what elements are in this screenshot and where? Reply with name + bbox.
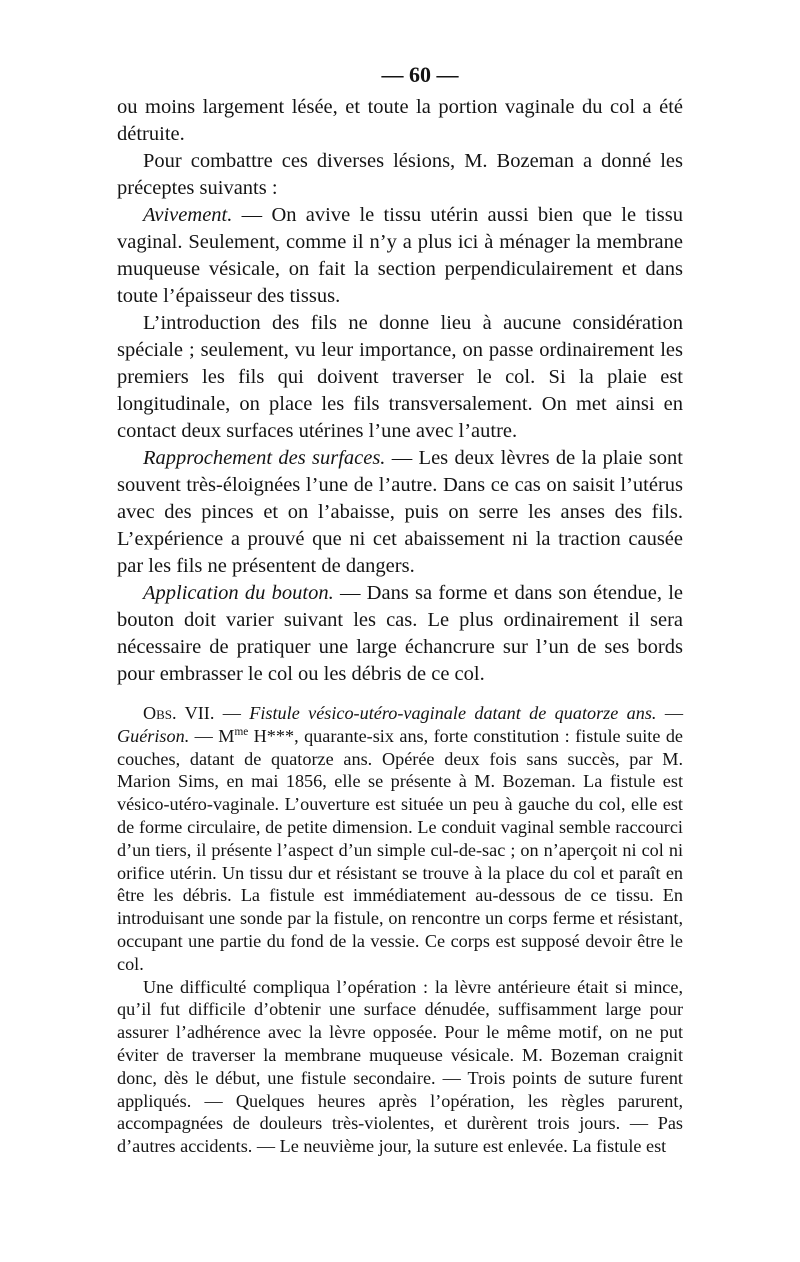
observation-dash-3: — [189, 725, 219, 746]
observation-label: Obs. VII. [143, 703, 215, 723]
book-page [117, 60, 683, 1158]
paragraph-introduction-fils: L’introduction des fils ne donne lieu à aucune considération spéciale ; seulement, vu leur importance, on passe ordinairement les premiers les fils qui doivent traverser le col. Si la plaie est longitudinale, on place les fils transversalement. On met ainsi en contact deux surfaces utérines l’une avec l’autre. [117, 312, 683, 442]
patient-prefix: M [218, 725, 235, 746]
paragraph-continuation: ou moins largement lésée, et toute la portion vaginale du col a été détruite. [117, 96, 683, 145]
heading-avivement: Avivement. [143, 204, 233, 226]
paragraph-avivement [117, 202, 683, 310]
paragraph-rapprochement [117, 445, 683, 580]
observation-result: Guérison. [117, 725, 190, 746]
patient-name: H*** [248, 725, 295, 746]
observation-dash-1: — [214, 703, 250, 723]
section-gap [117, 688, 683, 702]
heading-application-bouton: Application du bouton. [143, 582, 334, 604]
observation-dash-2: — [656, 703, 684, 723]
observation-paragraph [117, 702, 683, 976]
page-number: — 60 — [381, 62, 459, 87]
paragraph-application-bouton [117, 580, 683, 688]
text-rapprochement: — Les deux lèvres de la plaie sont souvent très-éloignées l’une de l’autre. Dans ce cas on saisit l’utérus avec des pinces et on l’abaisse, puis on serre les anses des fils. L’expérience a prouvé que ni cet abaissement ni la traction causée par les fils ne présentent de dangers. [117, 447, 683, 577]
text-application-bouton: — Dans sa forme et dans son étendue, le bouton doit varier suivant les cas. Le plus ordinairement il sera nécessaire de pratiquer une large échancrure sur l’un de ses bords pour embrasser le col ou les débris de ce col. [117, 582, 683, 685]
observation-body-1: , quarante-six ans, forte constitution : fistule suite de couches, datant de quatorze ans. Opérée deux fois sans succès, par M. Marion Sims, en mai 1856, elle se présente à M. Bozeman. La fistule est vésico-utéro-vaginale. L’ouverture est située un peu à gauche du col, elle est de forme circulaire, de petite dimension. Le conduit vaginal semble raccourci d’un tiers, il présente l’aspect d’un simple cul-de-sac ; on n’aperçoit ni col ni orifice utérin. Un tissu dur et résistant se trouve à la place du col et paraît en être les débris. La fistule est immédiatement au-dessous de ce tissu. En introduisant une sonde par la fistule, on rencontre un corps ferme et résistant, occupant une partie du fond de la vessie. Ce corps est supposé devoir être le col. [117, 725, 683, 974]
paragraph-precepts-intro: Pour combattre ces diverses lésions, M. Bozeman a donné les préceptes suivants : [117, 150, 683, 199]
text-avivement: — On avive le tissu utérin aussi bien que le tissu vaginal. Seulement, comme il n’y a plus ici à ménager la membrane muqueuse vésicale, on fait la section perpendiculairement et dans toute l’épaisseur des tissus. [117, 204, 683, 307]
observation-title: Fistule vésico-utéro-vaginale datant de quatorze ans. [249, 703, 657, 723]
patient-prefix-superscript: me [234, 725, 249, 738]
observation-paragraph-2: Une difficulté compliqua l’opération : la lèvre antérieure était si mince, qu’il fut difficile d’obtenir une surface dénudée, suffisamment large pour assurer l’adhérence avec la lèvre opposée. Pour le même motif, on ne put éviter de traverser la membrane muqueuse vésicale. M. Bozeman craignit donc, dès le début, une fistule secondaire. — Trois points de suture furent appliqués. — Quelques heures après l’opération, les règles parurent, accompagnées de douleurs très-violentes, et durèrent trois jours. — Pas d’autres accidents. — Le neuvième jour, la suture est enlevée. La fistule est [117, 976, 683, 1157]
heading-rapprochement: Rapprochement des surfaces. [143, 447, 386, 469]
